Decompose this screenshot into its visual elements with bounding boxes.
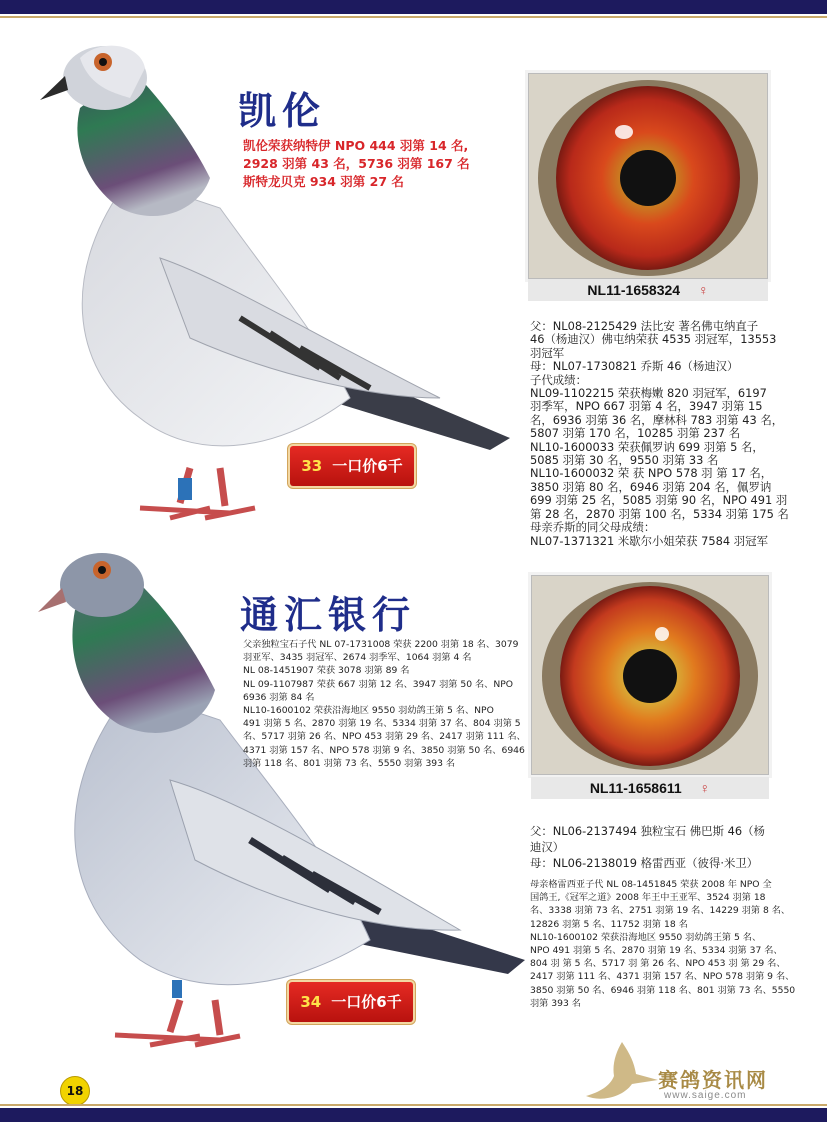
eye-photo-frame-1 [528,73,768,279]
info-line: NL 08-1451907 荣获 3078 羽第 89 名 [243,665,410,677]
offspring-line: NPO 491 羽第 5 名、2870 羽第 19 名、5334 羽第 37 名、 [530,945,783,957]
female-icon: ♀ [698,282,709,298]
eye-caption-2 [531,777,769,799]
offspring-text-2 [530,878,795,1010]
pedigree-line: 子代成绩： [530,372,587,387]
highlight-line: 凯伦荣获纳特伊 NPO 444 羽第 14 名, [243,138,469,153]
offspring-line: 2417 羽第 111 名、4371 羽第 157 名、NPO 578 羽第 9 名、 [530,971,795,983]
pedigree-line: NL10-1600032 荣 获 NPO 578 羽 第 17 名， [530,466,773,481]
pedigree-line: NL07-1371321 米歇尔小姐荣获 7584 羽冠军 [530,533,768,548]
pedigree-line: 第 28 名，2870 羽第 100 名，5334 羽第 175 名 [530,506,789,521]
price-badge-1 [290,446,414,486]
pedigree-line: 5085 羽第 30 名，9550 羽第 33 名 [530,453,719,468]
pedigree-line: 母：NL07-1730821 乔斯 46（杨迪汉） [530,359,739,374]
pedigree-line: 699 羽第 25 名，5085 羽第 90 名，NPO 491 羽 [530,493,788,508]
price-label: 一口价6千 [331,993,402,1011]
offspring-line: NL10-1600102 荣获沿海地区 9550 羽幼鸽王第 5 名、 [530,931,762,943]
ring-number: NL11-1658611 [589,780,682,796]
parent-line: 父：NL06-2137494 独粒宝石 佛巴斯 46（杨 [530,824,765,838]
pedigree-line: 5807 羽第 170 名，10285 羽第 237 名 [530,426,741,441]
parent-line: 母：NL06-2138019 格雷西亚（彼得·米卫） [530,856,759,870]
pigeon-name-1: 凯伦 [238,89,327,133]
pedigree-line: 46（杨迪汉）佛屯纳荣获 4535 羽冠军，13553 [530,332,777,347]
offspring-line: 名、3338 羽第 73 名、2751 羽第 19 名、14229 羽第 8 名、 [530,905,791,917]
info-line: 父亲独粒宝石子代 NL 07-1731008 荣获 2200 羽第 18 名、3079 [243,639,519,650]
watermark-url: www.saige.com [664,1090,747,1101]
pedigree-line: 羽冠军 [530,345,565,360]
top-gold-line [0,16,827,18]
female-icon: ♀ [699,780,711,796]
pedigree-line: 3850 羽第 80 名，6946 羽第 204 名，佩罗讷 [530,479,772,494]
price-label: 一口价6千 [332,457,403,475]
offspring-line: 804 羽 第 5 名、5717 羽 第 26 名、NPO 453 羽 第 29 名、 [530,958,786,970]
eye-photo-2 [532,576,768,774]
info-line: 羽第 118 名、801 羽第 73 名、5550 羽第 393 名 [243,757,456,769]
pedigree-line: 名，6936 羽第 36 名，摩林科 783 羽第 43 名， [530,412,784,427]
offspring-line: 12826 羽第 5 名、11752 羽第 18 名 [530,918,688,930]
offspring-line: 国鸽王,《冠军之道》2008 年王中王亚军、3524 羽第 18 [530,892,766,904]
pigeon-logo-icon [582,1040,662,1104]
info-line: 491 羽第 5 名、2870 羽第 19 名、5334 羽第 37 名、804 羽第 5 [243,718,521,730]
info-line: 6936 羽第 84 名 [243,691,315,703]
pigeon-highlights-1 [243,137,470,191]
bottom-gold-line [0,1104,827,1106]
pedigree-line: NL09-1102215 荣获梅嫩 820 羽冠军，6197 [530,386,767,401]
top-border-band [0,0,827,14]
pedigree-line: 父：NL08-2125429 法比安 著名佛屯纳直子 [530,319,759,333]
price-badge-2 [289,982,413,1022]
info-line: NL10-1600102 荣获沿海地区 9550 羽幼鸽王第 5 名、NPO [243,705,494,717]
pedigree-line: 羽季军，NPO 667 羽第 4 名，3947 羽第 15 [530,399,763,414]
highlight-line: 2928 羽第 43 名，5736 羽第 167 名 [243,156,470,171]
pigeon-name-2: 通汇银行 [240,593,417,637]
lot-number: 33 [301,457,323,475]
parent-line: 迪汉） [530,840,565,854]
offspring-line: 母亲格雷西亚子代 NL 08-1451845 荣获 2008 年 NPO 全 [530,879,772,890]
pedigree-text-1 [530,320,789,548]
highlight-line: 斯特龙贝克 934 羽第 27 名 [243,174,404,189]
parents-text-2 [530,823,765,871]
eye-photo-frame-2 [531,575,769,775]
page-number: 18 [60,1076,90,1106]
info-line: 名、5717 羽第 26 名、NPO 453 羽第 29 名、2417 羽第 111 名、 [243,731,526,743]
info-line: NL 09-1107987 荣获 667 羽第 12 名、3947 羽第 50 名、NPO [243,678,514,690]
offspring-line: 3850 羽第 50 名、6946 羽第 118 名、801 羽第 73 名、5550 [530,984,796,996]
eye-photo-1 [529,74,767,278]
watermark-name: 赛鸽资讯网 [658,1068,768,1092]
eye-caption-1 [528,279,768,301]
offspring-line: 羽第 393 名 [530,997,581,1009]
pedigree-line: NL10-1600033 荣获佩罗讷 699 羽第 5 名， [530,439,764,454]
lot-number: 34 [300,993,322,1011]
info-line: 羽亚军、3435 羽冠军、2674 羽季军、1064 羽第 4 名 [243,652,472,664]
info-line: 4371 羽第 157 名、NPO 578 羽第 9 名、3850 羽第 50 名、6946 [243,744,525,756]
ring-number: NL11-1658324 [587,282,681,298]
pedigree-line: 母亲乔斯的同父母成绩： [530,520,656,535]
pigeon-info-2 [243,638,526,770]
bottom-border-band [0,1108,827,1122]
